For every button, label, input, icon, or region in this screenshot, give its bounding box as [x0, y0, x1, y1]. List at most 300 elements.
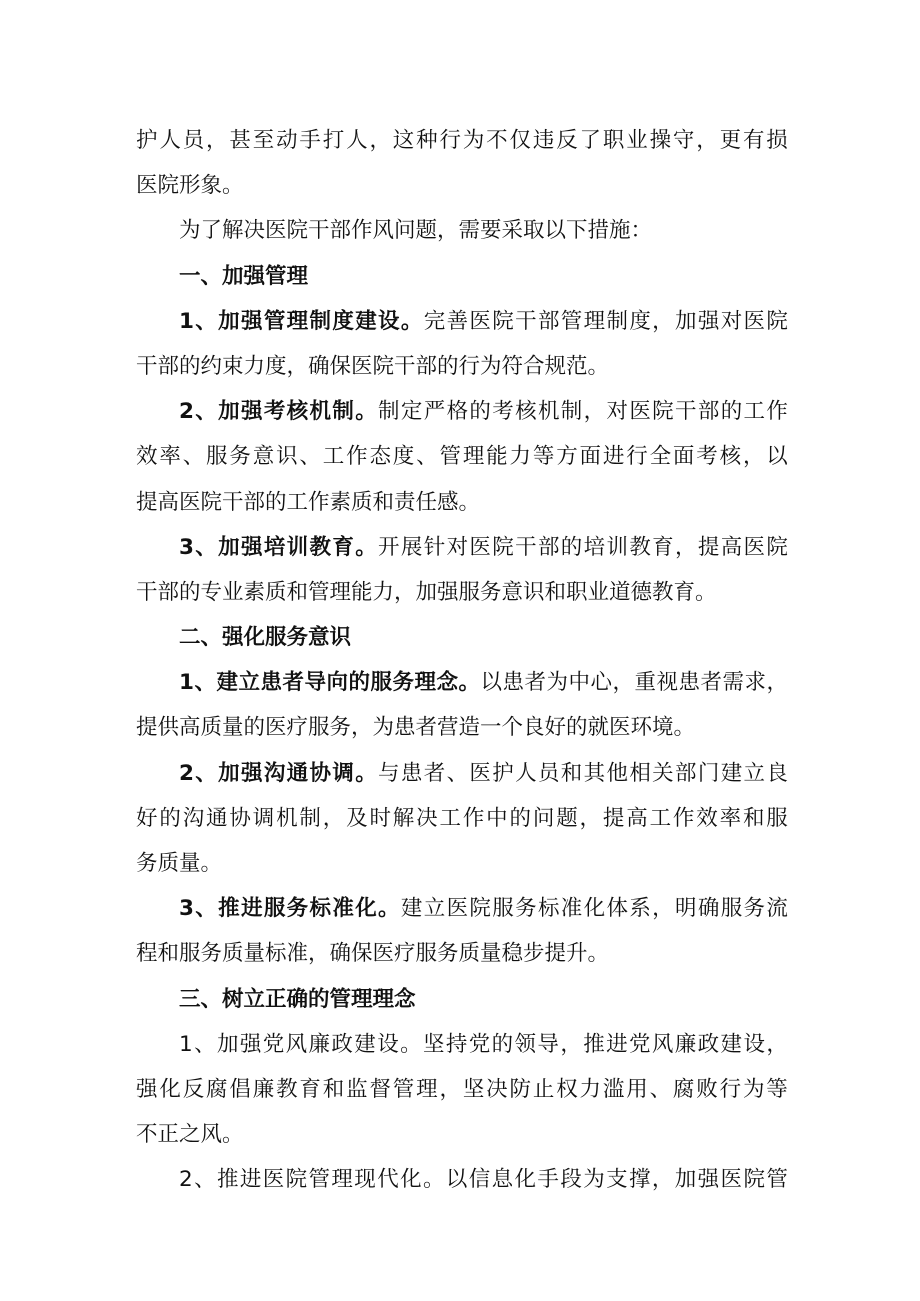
line-char: 、 — [416, 444, 438, 470]
item-line — [136, 886, 788, 931]
item-lead-char: 协 — [309, 760, 332, 786]
item-lead-char: 调 — [332, 760, 354, 786]
line-char: 部 — [537, 308, 560, 334]
line-char: 时 — [369, 805, 391, 831]
line-char: 格 — [446, 399, 469, 425]
line-char: 效 — [696, 805, 718, 831]
item-lead-char: 。 — [355, 534, 377, 560]
line-char: 加 — [216, 1031, 239, 1057]
item-lead-char: 念 — [436, 670, 458, 696]
line-char: 标 — [537, 896, 560, 922]
line-char: 干 — [675, 399, 697, 425]
line-char: 这 — [392, 128, 415, 153]
item-line — [136, 299, 788, 344]
line-char: 的 — [491, 1031, 514, 1057]
line-char: 进 — [239, 1167, 262, 1193]
line-char: 作 — [346, 444, 368, 470]
line-char: ， — [612, 670, 634, 696]
line-char: 反 — [556, 128, 578, 153]
line-char: 甚 — [229, 128, 251, 153]
item-lead-char: 加 — [218, 399, 240, 425]
line-char: 力 — [509, 444, 532, 470]
line-char: 腐 — [672, 1076, 695, 1102]
line-char: 态 — [369, 444, 391, 470]
line-char: 2 — [179, 1167, 193, 1193]
line-char: 支 — [606, 1167, 628, 1193]
line-char: 权 — [556, 1076, 578, 1102]
line-char: 管 — [439, 444, 461, 470]
line-char: 与 — [378, 760, 400, 786]
line-char: 动 — [276, 128, 298, 153]
line-char: 打 — [322, 128, 345, 153]
line-char: 的 — [159, 805, 181, 831]
line-char: 题 — [556, 805, 578, 831]
line-char: 和 — [322, 1076, 345, 1102]
paragraph-line: 不正之风。 — [136, 1122, 244, 1148]
item-lead-char: 进 — [240, 896, 263, 922]
line-char: 、 — [182, 444, 205, 470]
line-char: 工 — [649, 805, 672, 831]
line-char: 视 — [656, 670, 678, 696]
item-lead-char: 、 — [195, 308, 217, 334]
item-lead-char: 。 — [400, 308, 423, 334]
item-lead-char: 、 — [195, 399, 217, 425]
item-lead-char: 立 — [238, 670, 260, 696]
line-char: 开 — [378, 534, 400, 560]
item-lead-char: 向 — [326, 670, 348, 696]
line-char: 中 — [568, 670, 590, 696]
line-char: 部 — [697, 399, 720, 425]
line-char: 提 — [697, 534, 720, 560]
line-char: 败 — [696, 1076, 718, 1102]
line-char: 院 — [743, 1167, 765, 1193]
line-char: 部 — [675, 760, 697, 786]
item-lead-char: 加 — [218, 308, 240, 334]
paragraph-line: 干部的专业素质和管理能力，加强服务意识和职业道德教育。 — [136, 579, 717, 605]
item-lead-char: 理 — [414, 670, 436, 696]
line-char: 提 — [602, 805, 625, 831]
line-char: 导 — [537, 1031, 559, 1057]
line-char: 廉 — [674, 1031, 697, 1057]
line-char: 服 — [206, 444, 228, 470]
item-lead-char: 者 — [282, 670, 304, 696]
line-char: 的 — [469, 399, 491, 425]
line-char: 操 — [649, 128, 672, 153]
item-lead-char: 度 — [332, 308, 354, 334]
line-char: 护 — [136, 128, 158, 153]
line-char: 以 — [445, 1167, 468, 1193]
line-char: ， — [206, 128, 228, 153]
line-char: 训 — [606, 534, 628, 560]
line-char: 息 — [491, 1167, 514, 1193]
line-char: 展 — [400, 534, 423, 560]
line-char: 风 — [651, 1031, 674, 1057]
line-char: 化 — [159, 1076, 181, 1102]
line-char: 方 — [556, 444, 578, 470]
item-lead-char: 设 — [378, 308, 400, 334]
section-heading: 一、加强管理 — [179, 263, 309, 289]
item-lead-char: 1 — [179, 670, 194, 696]
line-char: ， — [439, 1076, 461, 1102]
line-char: 种 — [416, 128, 438, 153]
line-char: 干 — [515, 308, 537, 334]
line-char: 信 — [468, 1167, 491, 1193]
line-char: 关 — [652, 760, 674, 786]
line-char: 强 — [697, 1167, 720, 1193]
line-char: 设 — [743, 1031, 765, 1057]
item-lead-char: 强 — [240, 308, 263, 334]
line-char: 培 — [583, 534, 606, 560]
item-lead-char: 的 — [348, 670, 370, 696]
line-char: 院 — [766, 308, 788, 334]
line-char: 好 — [136, 805, 158, 831]
line-char: 滥 — [602, 1076, 625, 1102]
paragraph-line: 提供高质量的医疗服务，为患者营造一个良好的就医环境。 — [136, 715, 696, 741]
line-char: ， — [652, 308, 674, 334]
line-char: 了 — [579, 128, 602, 153]
item-lead-char: 1 — [179, 308, 194, 334]
line-char: 管 — [392, 1076, 415, 1102]
item-lead-char: 核 — [286, 399, 309, 425]
line-char: 手 — [537, 1167, 559, 1193]
item-lead-char: 加 — [218, 534, 240, 560]
line-char: 撑 — [628, 1167, 651, 1193]
line-char: 手 — [299, 128, 321, 153]
line-char: 决 — [486, 1076, 508, 1102]
line-char: 育 — [652, 534, 674, 560]
line-char: 行 — [439, 128, 461, 153]
line-char: 为 — [462, 128, 485, 153]
item-line — [136, 525, 788, 570]
line-char: 服 — [766, 805, 788, 831]
item-lead-char: 沟 — [263, 760, 286, 786]
line-char: 化 — [514, 1167, 537, 1193]
line-char: 作 — [766, 399, 788, 425]
item-lead-char: 制 — [309, 308, 332, 334]
line-char: 针 — [423, 534, 446, 560]
line-char: 倡 — [229, 1076, 251, 1102]
line-char: 流 — [766, 896, 788, 922]
item-lead-char: 服 — [263, 896, 286, 922]
line-char: 员 — [182, 128, 205, 153]
item-lead-char: 化 — [355, 896, 377, 922]
paragraph-line — [136, 434, 788, 479]
line-char: 机 — [276, 805, 298, 831]
paragraph-line: 干部的约束力度，确保医院干部的行为符合规范。 — [136, 353, 610, 379]
line-char: 风 — [285, 1031, 308, 1057]
item-line — [136, 1157, 788, 1202]
item-lead-char: 。 — [355, 399, 377, 425]
item-lead-char: 。 — [355, 760, 377, 786]
item-lead-char: 推 — [218, 896, 240, 922]
section-heading: 三、树立正确的管理理念 — [179, 986, 416, 1012]
line-char: 院 — [492, 308, 514, 334]
line-char: 重 — [634, 670, 656, 696]
line-char: 立 — [423, 896, 446, 922]
line-char: 坚 — [462, 1076, 485, 1102]
line-char: 止 — [532, 1076, 555, 1102]
line-char: 意 — [252, 444, 275, 470]
line-char: 医 — [446, 896, 469, 922]
line-char: 理 — [416, 1076, 438, 1102]
line-char: 代 — [377, 1167, 399, 1193]
line-char: ， — [742, 444, 765, 470]
line-char: 者 — [700, 670, 722, 696]
item-lead-char: 3 — [179, 534, 194, 560]
item-lead-char: 训 — [286, 534, 309, 560]
line-char: 核 — [515, 399, 537, 425]
line-char: 良 — [766, 760, 788, 786]
line-char: 进 — [602, 444, 625, 470]
item-lead-char: 、 — [194, 670, 216, 696]
line-char: 政 — [331, 1031, 353, 1057]
line-char: 解 — [392, 805, 415, 831]
line-char: 强 — [136, 1076, 158, 1102]
line-char: 能 — [486, 444, 508, 470]
line-char: 和 — [560, 760, 583, 786]
line-char: 效 — [136, 444, 158, 470]
line-char: 。 — [400, 1031, 422, 1057]
line-char: 的 — [560, 534, 583, 560]
line-char: 育 — [299, 1076, 321, 1102]
line-char: 务 — [229, 444, 251, 470]
line-char: 建 — [720, 1031, 743, 1057]
line-char: 以 — [480, 670, 502, 696]
line-char: 立 — [743, 760, 766, 786]
line-char: 需 — [722, 670, 744, 696]
line-char: 以 — [766, 444, 788, 470]
line-char: ， — [583, 399, 606, 425]
item-lead-char: 教 — [309, 534, 332, 560]
item-lead-char: 务 — [286, 896, 309, 922]
item-lead-char: 患 — [260, 670, 282, 696]
line-char: 工 — [743, 399, 766, 425]
line-char: 护 — [492, 760, 514, 786]
line-char: 为 — [742, 1076, 765, 1102]
line-char: 医 — [469, 534, 491, 560]
line-char: 守 — [672, 128, 695, 153]
line-char: 对 — [606, 399, 628, 425]
line-char: 理 — [331, 1167, 353, 1193]
item-lead-char: 建 — [216, 670, 238, 696]
item-lead-char: 加 — [218, 760, 240, 786]
item-lead-char: 、 — [195, 760, 217, 786]
line-char: 面 — [579, 444, 602, 470]
line-char: 高 — [626, 805, 648, 831]
line-char: 廉 — [308, 1031, 331, 1057]
line-char: 面 — [672, 444, 695, 470]
line-char: ， — [766, 1031, 788, 1057]
line-char: 加 — [675, 308, 697, 334]
line-char: 沟 — [182, 805, 205, 831]
line-char: 的 — [509, 805, 532, 831]
line-char: 院 — [652, 399, 674, 425]
paragraph-line: 医院形象。 — [136, 173, 244, 199]
line-char: 领 — [514, 1031, 537, 1057]
item-lead-char: 、 — [195, 896, 217, 922]
line-char: 高 — [720, 534, 743, 560]
line-char: 其 — [583, 760, 606, 786]
line-char: 督 — [369, 1076, 391, 1102]
item-lead-char: 管 — [263, 308, 286, 334]
line-char: 决 — [416, 805, 438, 831]
line-char: 强 — [239, 1031, 262, 1057]
line-char: 系 — [629, 896, 651, 922]
item-lead-char: 务 — [392, 670, 414, 696]
line-char: 。 — [422, 1167, 445, 1193]
line-char: 严 — [423, 399, 446, 425]
line-char: 理 — [462, 444, 485, 470]
line-char: 建 — [720, 760, 743, 786]
paragraph-line: 提高医院干部的工作素质和责任感。 — [136, 489, 481, 515]
line-char: 医 — [743, 308, 766, 334]
line-char: 门 — [697, 760, 720, 786]
line-char: 通 — [206, 805, 228, 831]
line-char: 医 — [743, 534, 766, 560]
line-char: 党 — [468, 1031, 491, 1057]
line-char: 廉 — [252, 1076, 275, 1102]
line-char: 调 — [252, 805, 275, 831]
line-char: ， — [369, 128, 391, 153]
line-char: 协 — [229, 805, 251, 831]
item-lead-char: 标 — [309, 896, 332, 922]
line-char: 党 — [628, 1031, 651, 1057]
line-char: 加 — [674, 1167, 697, 1193]
line-char: 率 — [719, 805, 742, 831]
line-char: 明 — [675, 896, 697, 922]
line-char: 监 — [346, 1076, 368, 1102]
paragraph-line: 程和服务质量标准，确保医疗服务质量稳步提升。 — [136, 941, 610, 967]
line-char: ， — [675, 534, 697, 560]
item-lead-char: 机 — [309, 399, 332, 425]
item-lead-char: 导 — [304, 670, 326, 696]
line-char: 推 — [216, 1167, 239, 1193]
line-char: 务 — [515, 896, 537, 922]
line-char: ， — [651, 1167, 674, 1193]
line-char: 善 — [446, 308, 469, 334]
item-lead-char: 强 — [240, 399, 263, 425]
item-lead-char: 。 — [378, 896, 400, 922]
line-char: 率 — [159, 444, 181, 470]
line-char: 务 — [743, 896, 766, 922]
item-line — [136, 751, 788, 796]
item-line — [136, 1022, 788, 1067]
item-lead-char: 。 — [458, 670, 480, 696]
line-char: 服 — [492, 896, 514, 922]
line-char: 院 — [766, 534, 788, 560]
line-char: 对 — [720, 308, 743, 334]
item-lead-char: 、 — [195, 534, 217, 560]
line-char: 仅 — [509, 128, 532, 153]
line-char: 求 — [744, 670, 766, 696]
line-char: 建 — [400, 896, 423, 922]
line-char: 对 — [446, 534, 469, 560]
line-char: 为 — [546, 670, 568, 696]
line-char: 、 — [446, 760, 469, 786]
line-char: ， — [322, 805, 345, 831]
line-char: 制 — [378, 399, 400, 425]
line-char: 行 — [719, 1076, 742, 1102]
paragraph-line: 务质量。 — [136, 851, 223, 876]
item-lead-char: 培 — [263, 534, 286, 560]
line-char: 化 — [400, 1167, 422, 1193]
line-char: 核 — [719, 444, 742, 470]
line-char: 确 — [697, 896, 720, 922]
line-char: 、 — [194, 1167, 216, 1193]
line-char: 部 — [537, 534, 560, 560]
line-char: 违 — [532, 128, 555, 153]
line-char: 不 — [486, 128, 508, 153]
item-lead-char: 理 — [286, 308, 309, 334]
line-char: 设 — [377, 1031, 399, 1057]
line-char: 为 — [583, 1167, 605, 1193]
line-char: 教 — [276, 1076, 298, 1102]
line-char: 全 — [649, 444, 672, 470]
line-char: 人 — [159, 128, 181, 153]
line-char: 政 — [697, 1031, 720, 1057]
line-char: 及 — [346, 805, 368, 831]
line-char: 患 — [400, 760, 423, 786]
line-char: 医 — [262, 1167, 285, 1193]
line-char: 1 — [179, 1031, 193, 1057]
line-char: 和 — [742, 805, 765, 831]
line-char: 管 — [560, 308, 583, 334]
line-char: 完 — [423, 308, 446, 334]
line-char: 作 — [462, 805, 485, 831]
line-char: 患 — [678, 670, 700, 696]
line-char: 教 — [629, 534, 651, 560]
line-char: ， — [652, 896, 674, 922]
line-char: 作 — [672, 805, 695, 831]
line-char: 行 — [626, 444, 648, 470]
line-char: 理 — [583, 308, 606, 334]
line-char: 医 — [469, 308, 491, 334]
item-lead-char: 建 — [355, 308, 377, 334]
line-char: 识 — [276, 444, 298, 470]
line-char: 强 — [697, 308, 720, 334]
line-char: 推 — [583, 1031, 605, 1057]
line-char: 工 — [439, 805, 461, 831]
line-char: 化 — [583, 896, 606, 922]
line-char: 度 — [629, 308, 651, 334]
line-char: 院 — [285, 1167, 308, 1193]
paragraph-line — [136, 118, 788, 163]
item-lead-char: 考 — [263, 399, 286, 425]
line-char: 等 — [766, 1076, 788, 1102]
line-char: 考 — [696, 444, 718, 470]
paragraph-line: 为了解决医院干部作风问题，需要采取以下措施： — [179, 218, 653, 244]
paragraph-line — [136, 1067, 788, 1112]
line-char: 他 — [606, 760, 628, 786]
line-char: 度 — [392, 444, 415, 470]
line-char: 相 — [629, 760, 651, 786]
line-char: ， — [560, 1031, 582, 1057]
line-char: 现 — [354, 1167, 376, 1193]
line-char: 建 — [354, 1031, 376, 1057]
line-char: 力 — [579, 1076, 602, 1102]
line-char: 腐 — [206, 1076, 228, 1102]
item-lead-char: 育 — [332, 534, 354, 560]
line-char: 医 — [469, 760, 491, 786]
line-char: 、 — [194, 1031, 216, 1057]
line-char: 患 — [502, 670, 524, 696]
item-line — [136, 389, 788, 434]
line-char: 至 — [252, 128, 275, 153]
line-char: 坚 — [422, 1031, 445, 1057]
line-char: 制 — [299, 805, 321, 831]
line-char: 者 — [524, 670, 546, 696]
line-char: 心 — [590, 670, 612, 696]
